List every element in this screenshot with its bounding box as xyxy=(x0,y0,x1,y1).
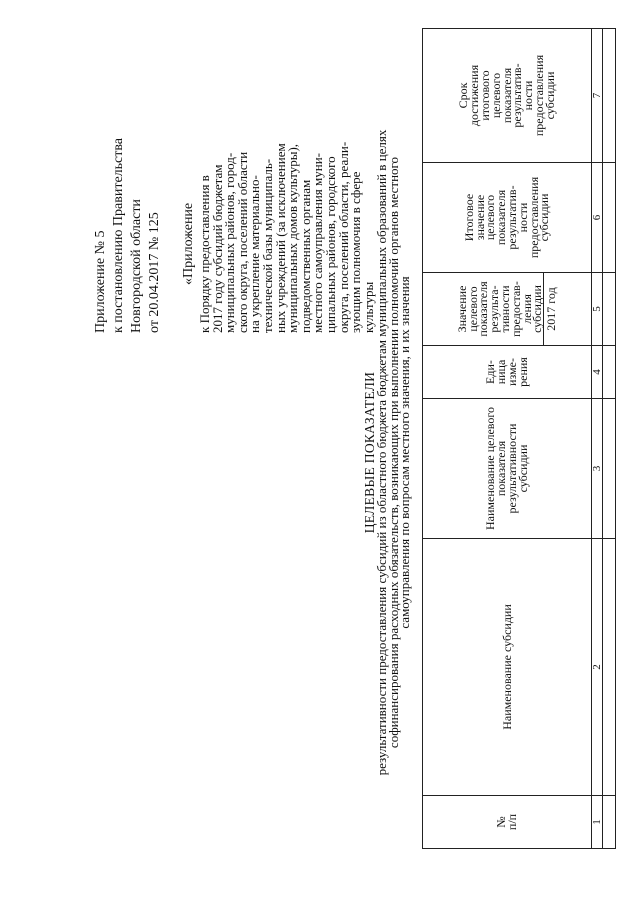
table-header-row xyxy=(423,29,592,849)
table-row xyxy=(603,29,616,849)
header-unit: Еди- ница изме- рения xyxy=(423,346,592,399)
sub-appendix-line: зующим полномочия в сфере xyxy=(348,171,364,333)
table-cell xyxy=(603,163,616,273)
header-value: Значение целевого показателя результа- тивности предостав- ления субсидии 2017 год xyxy=(423,273,592,346)
indicators-table xyxy=(422,28,616,849)
sub-appendix-line: 2017 году субсидий бюджетам xyxy=(209,164,225,333)
subtitle-line: результативности предоставления субсидий из областного бюджета бюджетам муниципальных образований в целях xyxy=(374,129,389,776)
sub-appendix-line: муниципальных районов, город- xyxy=(222,152,238,333)
sub-appendix-line: округа, поселений области, реали- xyxy=(335,141,351,333)
appendix-line: от 20.04.2017 № 125 xyxy=(147,212,162,333)
table-cell xyxy=(603,796,616,849)
table-cell xyxy=(603,273,616,346)
sub-appendix-line: муниципальных домов культуры), xyxy=(285,143,301,333)
sub-appendix-line: местного самоуправления муни- xyxy=(310,153,326,333)
sub-appendix-block xyxy=(180,33,375,333)
appendix-line: Приложение № 5 xyxy=(93,230,108,333)
sub-appendix-line: ского округа, поселений области xyxy=(234,151,250,333)
column-number: 6 xyxy=(592,163,603,273)
table-cell xyxy=(603,29,616,163)
column-number: 2 xyxy=(592,539,603,796)
sub-appendix-line: технической базы муниципаль- xyxy=(259,158,275,333)
column-number: 1 xyxy=(592,796,603,849)
header-subsidy-name: Наименование субсидии xyxy=(423,539,592,796)
sub-appendix-line: на укрепление материально- xyxy=(247,175,263,333)
column-number: 4 xyxy=(592,346,603,399)
header-final-value: Итоговое значение целевого показателя результатив- ности предоставления субсидии xyxy=(423,163,592,273)
sub-appendix-line: подведомственных органам xyxy=(297,179,313,333)
column-number: 3 xyxy=(592,399,603,539)
document-title: ЦЕЛЕВЫЕ ПОКАЗАТЕЛИ xyxy=(362,371,377,534)
header-indicator-name: Наименование целевого показателя результативности субсидии xyxy=(423,399,592,539)
sub-appendix-heading: «Приложение xyxy=(181,202,196,285)
subtitle-line: софинансирования расходных обязательств, возникающих при выполнении полномочий органов местного xyxy=(385,156,401,749)
header-num: № п/п xyxy=(423,796,592,849)
subtitle-line: самоуправления по вопросам местного значения, и их значения xyxy=(397,276,412,629)
column-number: 5 xyxy=(592,273,603,346)
sub-appendix-line: к Порядку предоставления в xyxy=(197,175,212,333)
table-cell xyxy=(603,399,616,539)
sub-appendix-line: ных учреждений (за исключением xyxy=(272,143,288,333)
column-numbers-row xyxy=(592,29,603,849)
document-subtitle xyxy=(376,30,411,875)
sub-appendix-line: культуры xyxy=(360,281,376,333)
column-number: 7 xyxy=(592,29,603,163)
table-cell xyxy=(603,346,616,399)
appendix-block xyxy=(92,33,164,333)
appendix-line: к постановлению Правительства xyxy=(111,137,126,333)
header-value-year: 2017 год xyxy=(543,273,557,345)
header-deadline: Срок достижения итогового целевого показателя результатив- ности предоставления субсидии xyxy=(423,29,592,163)
sub-appendix-line: ципальных районов, городского xyxy=(322,156,338,333)
appendix-line: Новгородской области xyxy=(129,199,144,333)
table-cell xyxy=(603,539,616,796)
